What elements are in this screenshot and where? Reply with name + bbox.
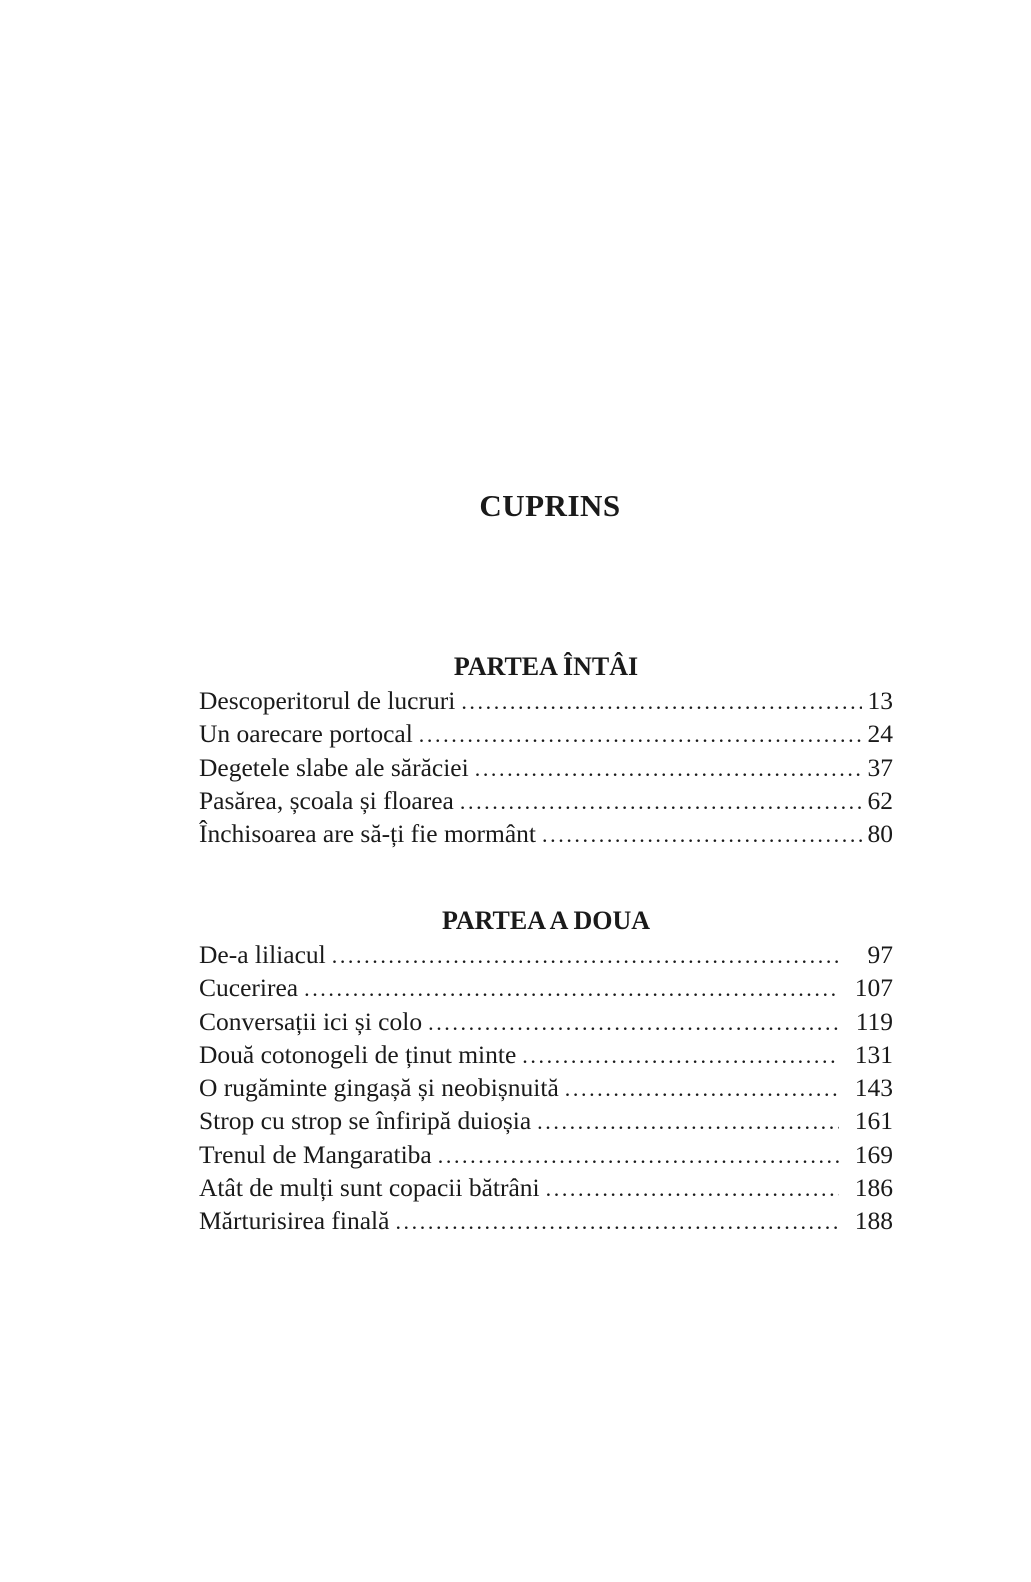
dot-leader [537,1105,839,1138]
entry-title: Atât de mulți sunt copacii bătrâni [199,1173,540,1203]
entry-title: Două cotonogeli de ținut minte [199,1039,517,1069]
dot-leader [419,718,862,751]
entry-title: Degetele slabe ale sărăciei [199,752,469,782]
toc-entry [199,1171,893,1204]
dot-leader [460,785,862,818]
dot-leader [395,1205,839,1238]
entry-page-number: 80 [867,819,893,849]
entry-title: Strop cu strop se înfiripă duioșia [199,1106,532,1136]
dot-leader [522,1039,839,1072]
toc-entry [199,971,893,1004]
entry-title: Conversații ici și colo [199,1006,423,1036]
entry-title: De-a liliacul [199,940,326,969]
toc-entry [199,1204,893,1237]
dot-leader [542,818,861,851]
entry-title: Pasărea, școala și floarea [199,785,454,815]
entry-page-number: 131 [854,1039,893,1069]
entry-title: O rugăminte gingașă și neobișnuită [199,1073,559,1103]
part-title: PARTEA A DOUA [441,906,651,935]
toc-entry [199,717,893,750]
part-title: PARTEA ÎNTÂI [453,652,639,681]
entry-title: Mărturisirea finală [199,1206,390,1236]
dot-leader [428,1006,839,1039]
toc-entry [199,1005,893,1038]
entry-page-number: 13 [867,686,893,715]
toc-entry [199,817,893,850]
entry-list [199,938,893,1238]
entry-title: Cucerirea [199,973,299,1003]
toc-entry [199,751,893,784]
toc-entry [199,684,893,717]
toc-entry [199,1071,893,1104]
dot-leader [475,752,862,785]
entry-page-number: 62 [867,785,893,815]
entry-title: Închisoarea are să-ți fie mormânt [199,819,537,849]
dot-leader [304,972,839,1005]
dot-leader [565,1072,839,1105]
dot-leader [461,685,861,718]
toc-entry [199,1038,893,1071]
entry-title: Descoperitorul de lucruri [199,686,456,715]
dot-leader [546,1172,839,1205]
entry-page-number: 37 [867,752,893,782]
toc-entry [199,938,893,971]
entry-title: Trenul de Mangaratiba [199,1139,432,1169]
dot-leader [438,1139,839,1172]
toc-entry [199,784,893,817]
entry-page-number: 188 [854,1206,893,1236]
toc-entry [199,1138,893,1171]
entry-page-number: 119 [855,1006,893,1036]
entry-list [199,684,893,850]
entry-title: Un oarecare portocal [199,719,413,749]
entry-page-number: 97 [867,940,893,969]
entry-page-number: 161 [854,1106,893,1136]
part-one [199,650,893,850]
toc-entry [199,1104,893,1137]
entry-page-number: 24 [867,719,893,749]
entry-page-number: 143 [854,1073,893,1103]
entry-page-number: 186 [854,1173,893,1203]
entry-page-number: 169 [854,1139,893,1169]
entry-page-number: 107 [854,973,893,1003]
toc-title: CUPRINS [479,488,621,523]
part-two [199,904,893,1238]
dot-leader [332,939,843,972]
